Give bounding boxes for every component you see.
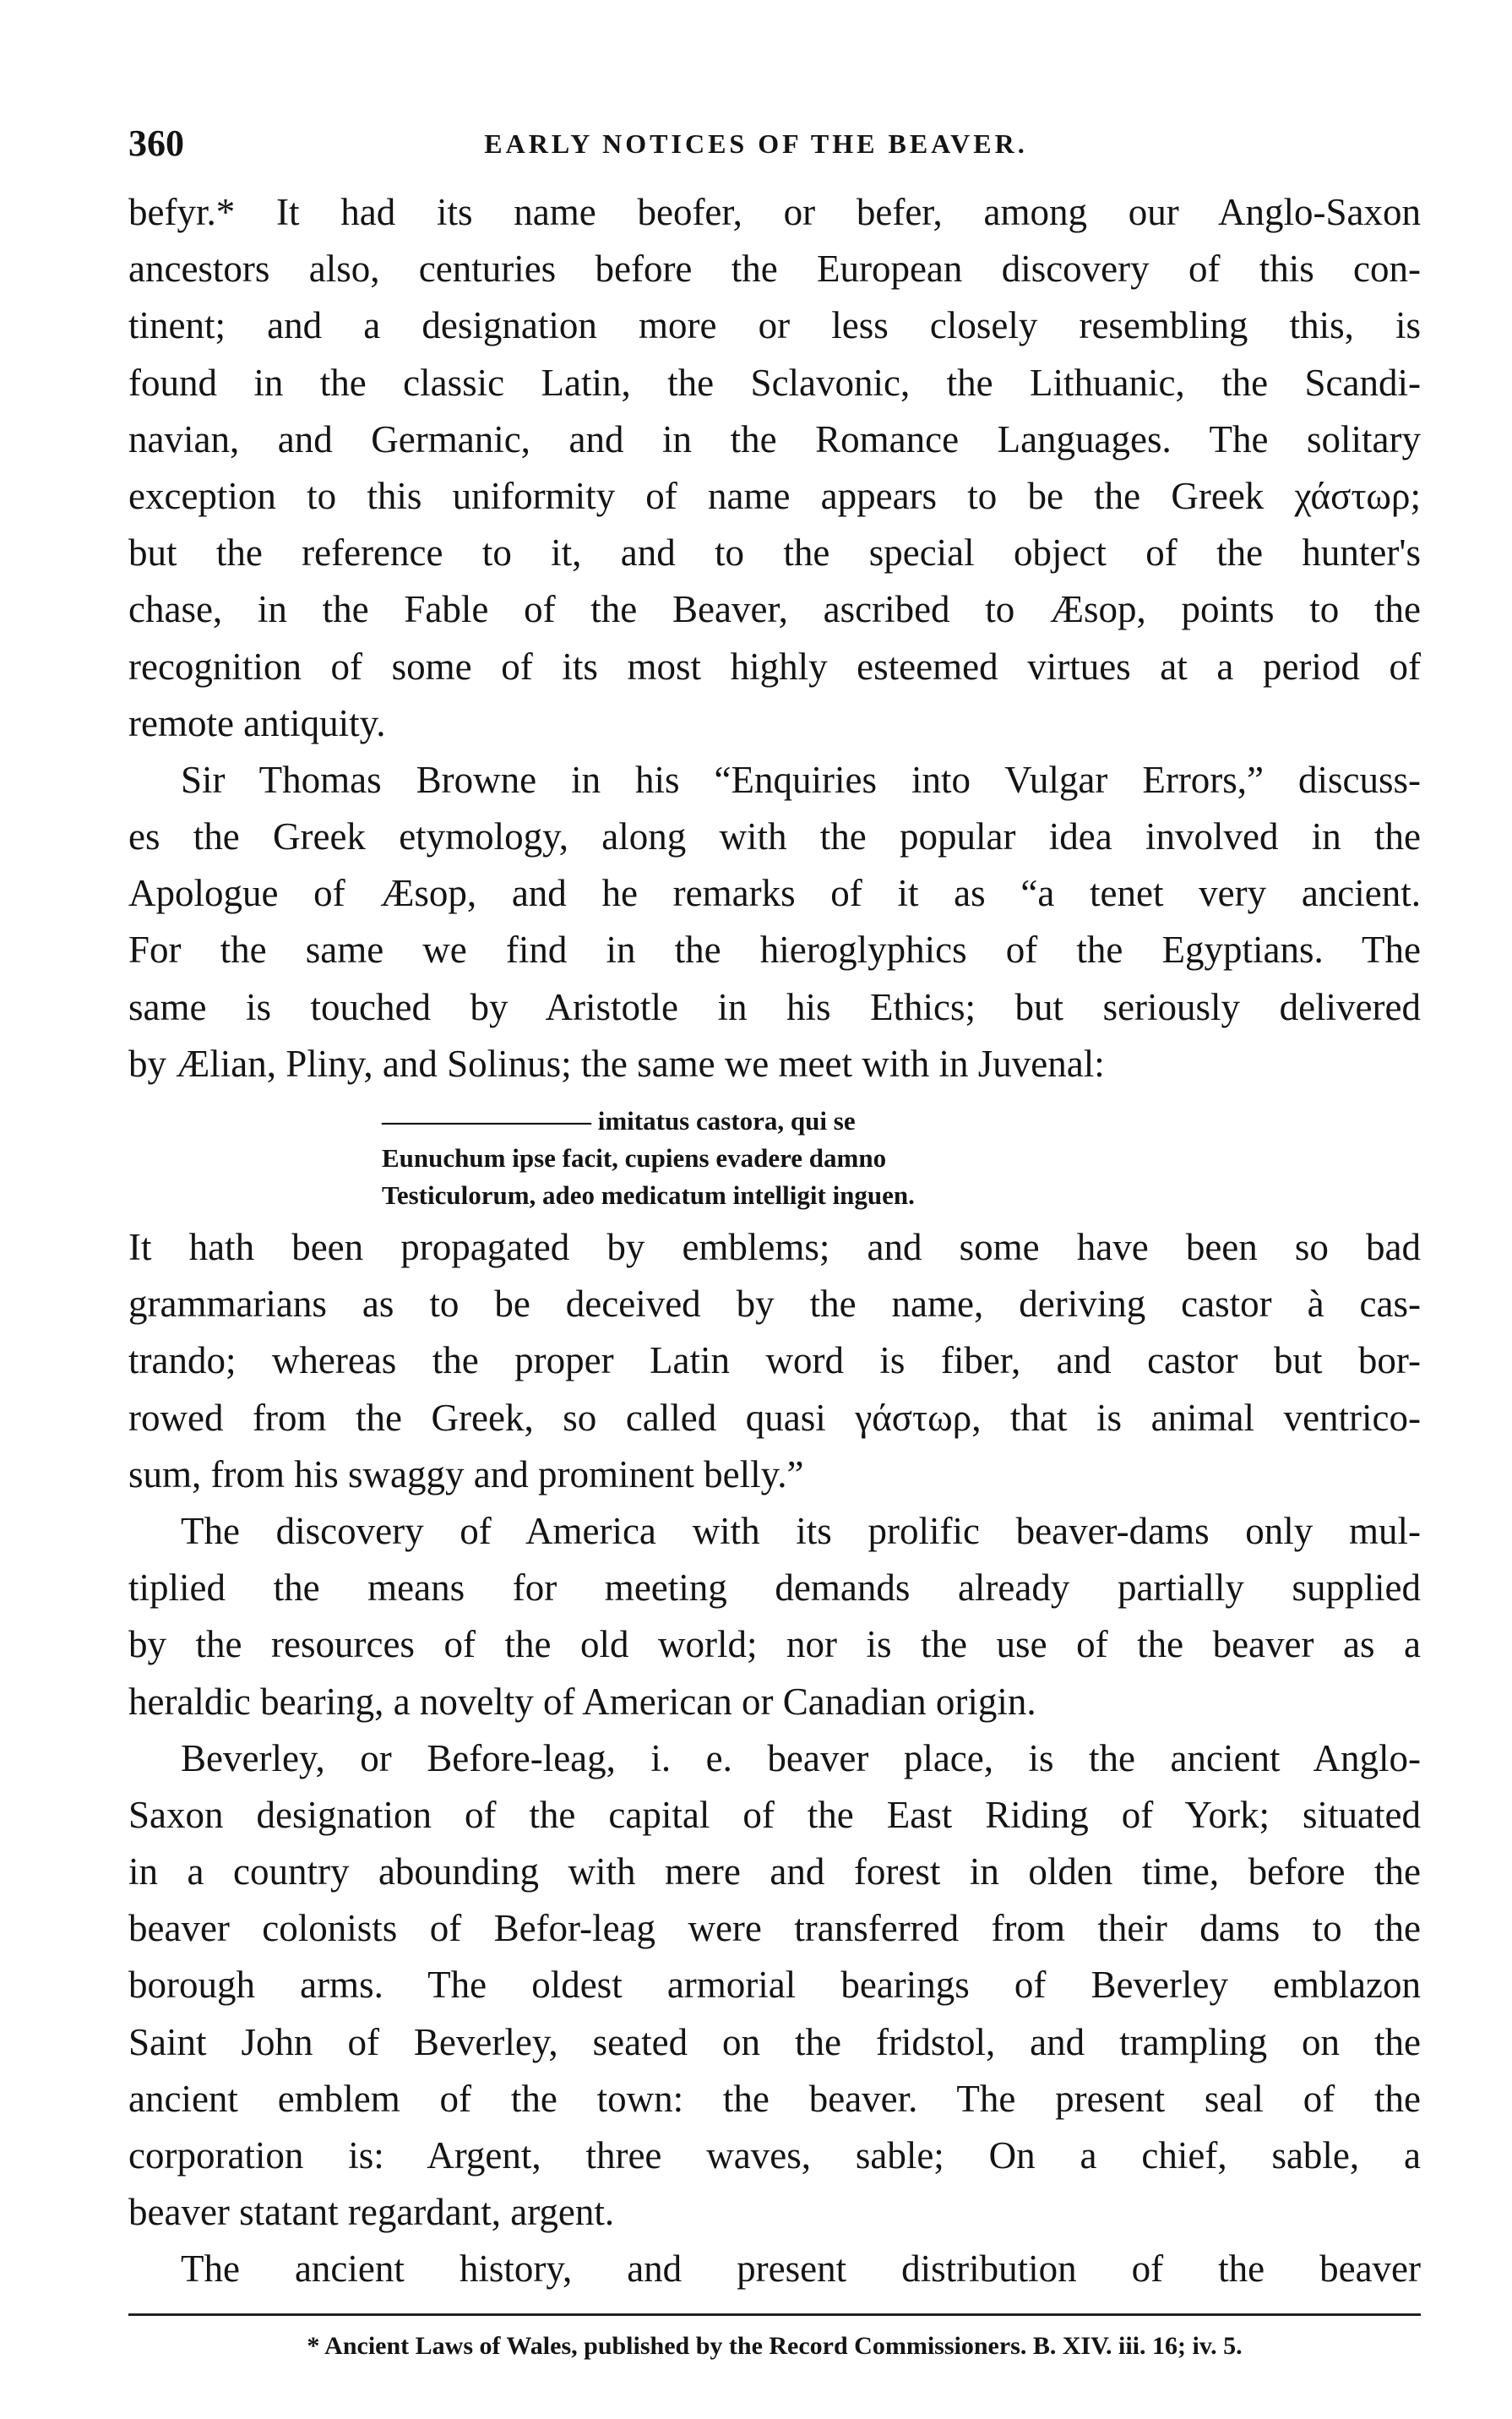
text-line: chase, in the Fable of the Beaver, ascribed to Æsop, points to the xyxy=(128,588,1421,631)
page-number: 360 xyxy=(128,123,184,164)
text-line: navian, and Germanic, and in the Romance Languages. The solitary xyxy=(128,417,1421,460)
text-line: in a country abounding with mere and forest in olden time, before the xyxy=(128,1850,1421,1893)
paragraph-1 xyxy=(128,184,1421,752)
text-line: heraldic bearing, a novelty of American or Canadian origin. xyxy=(128,1680,1036,1723)
text-line: es the Greek etymology, along with the popular idea involved in the xyxy=(128,815,1421,858)
text-line: beaver statant regardant, argent. xyxy=(128,2191,615,2234)
text-line: trando; whereas the proper Latin word is fiber, and castor but bor- xyxy=(128,1339,1421,1382)
verse-line: ———————— imitatus castora, qui se xyxy=(382,1106,856,1136)
text-line: The discovery of America with its prolific beaver-dams only mul- xyxy=(181,1509,1421,1552)
text-line: but the reference to it, and to the special object of the hunter's xyxy=(128,531,1421,575)
text-line: rowed from the Greek, so called quasi γάστωρ, that is animal ventrico- xyxy=(128,1396,1421,1439)
text-line: Saxon designation of the capital of the East Riding of York; situated xyxy=(128,1793,1421,1836)
latin-quotation xyxy=(128,1103,1421,1214)
verse-line: Eunuchum ipse facit, cupiens evadere damno xyxy=(382,1143,887,1173)
page-body xyxy=(128,184,1421,2298)
text-line: The ancient history, and present distribution of the beaver xyxy=(181,2247,1421,2291)
paragraph-3 xyxy=(128,1219,1421,1503)
text-line: Saint John of Beverley, seated on the fridstol, and trampling on the xyxy=(128,2020,1421,2063)
text-line: grammarians as to be deceived by the name, deriving castor à cas- xyxy=(128,1283,1421,1326)
text-line: Apologue of Æsop, and he remarks of it as “a tenet very ancient. xyxy=(128,872,1421,915)
text-line: recognition of some of its most highly esteemed virtues at a period of xyxy=(128,645,1421,688)
footnote-rule xyxy=(128,2313,1421,2316)
text-line: same is touched by Aristotle in his Ethics; but seriously delivered xyxy=(128,985,1421,1028)
paragraph-2 xyxy=(128,752,1421,1092)
text-line: by Ælian, Pliny, and Solinus; the same we meet with in Juvenal: xyxy=(128,1042,1105,1085)
text-line: beaver colonists of Befor-leag were transferred from their dams to the xyxy=(128,1907,1421,1950)
text-line: Sir Thomas Browne in his “Enquiries into Vulgar Errors,” discuss- xyxy=(181,758,1421,801)
paragraph-6 xyxy=(128,2241,1421,2297)
text-line: tinent; and a designation more or less closely resembling this, is xyxy=(128,304,1421,347)
text-line: tiplied the means for meeting demands already partially supplied xyxy=(128,1566,1421,1610)
running-head: EARLY NOTICES OF THE BEAVER. xyxy=(484,128,1028,159)
footnote: * Ancient Laws of Wales, published by the Record Commissioners. B. XIV. iii. 16; iv. 5. xyxy=(307,2332,1243,2360)
text-line: ancient emblem of the town: the beaver. The present seal of the xyxy=(128,2077,1421,2120)
text-line: by the resources of the old world; nor is the use of the beaver as a xyxy=(128,1623,1421,1666)
text-line: sum, from his swaggy and prominent belly.” xyxy=(128,1452,804,1496)
text-line: For the same we find in the hieroglyphics of the Egyptians. The xyxy=(128,929,1421,972)
text-line: corporation is: Argent, three waves, sable; On a chief, sable, a xyxy=(128,2134,1421,2177)
text-line: It hath been propagated by emblems; and some have been so bad xyxy=(128,1226,1421,1268)
text-line: borough arms. The oldest armorial bearings of Beverley emblazon xyxy=(128,1964,1421,2007)
text-line: befyr.* It had its name beofer, or befer, among our Anglo-Saxon xyxy=(128,191,1421,233)
paragraph-4 xyxy=(128,1503,1421,1730)
text-line: remote antiquity. xyxy=(128,701,386,744)
text-line: Beverley, or Before-leag, i. e. beaver place, is the ancient Anglo- xyxy=(181,1736,1421,1779)
paragraph-5 xyxy=(128,1730,1421,2242)
text-line: found in the classic Latin, the Sclavonic, the Lithuanic, the Scandi- xyxy=(128,361,1421,404)
text-line: exception to this uniformity of name appears to be the Greek χάστωρ; xyxy=(128,474,1421,517)
page-header xyxy=(0,118,1512,169)
verse-line: Testiculorum, adeo medicatum intelligit inguen. xyxy=(382,1180,915,1210)
text-line: ancestors also, centuries before the European discovery of this con- xyxy=(128,248,1421,291)
